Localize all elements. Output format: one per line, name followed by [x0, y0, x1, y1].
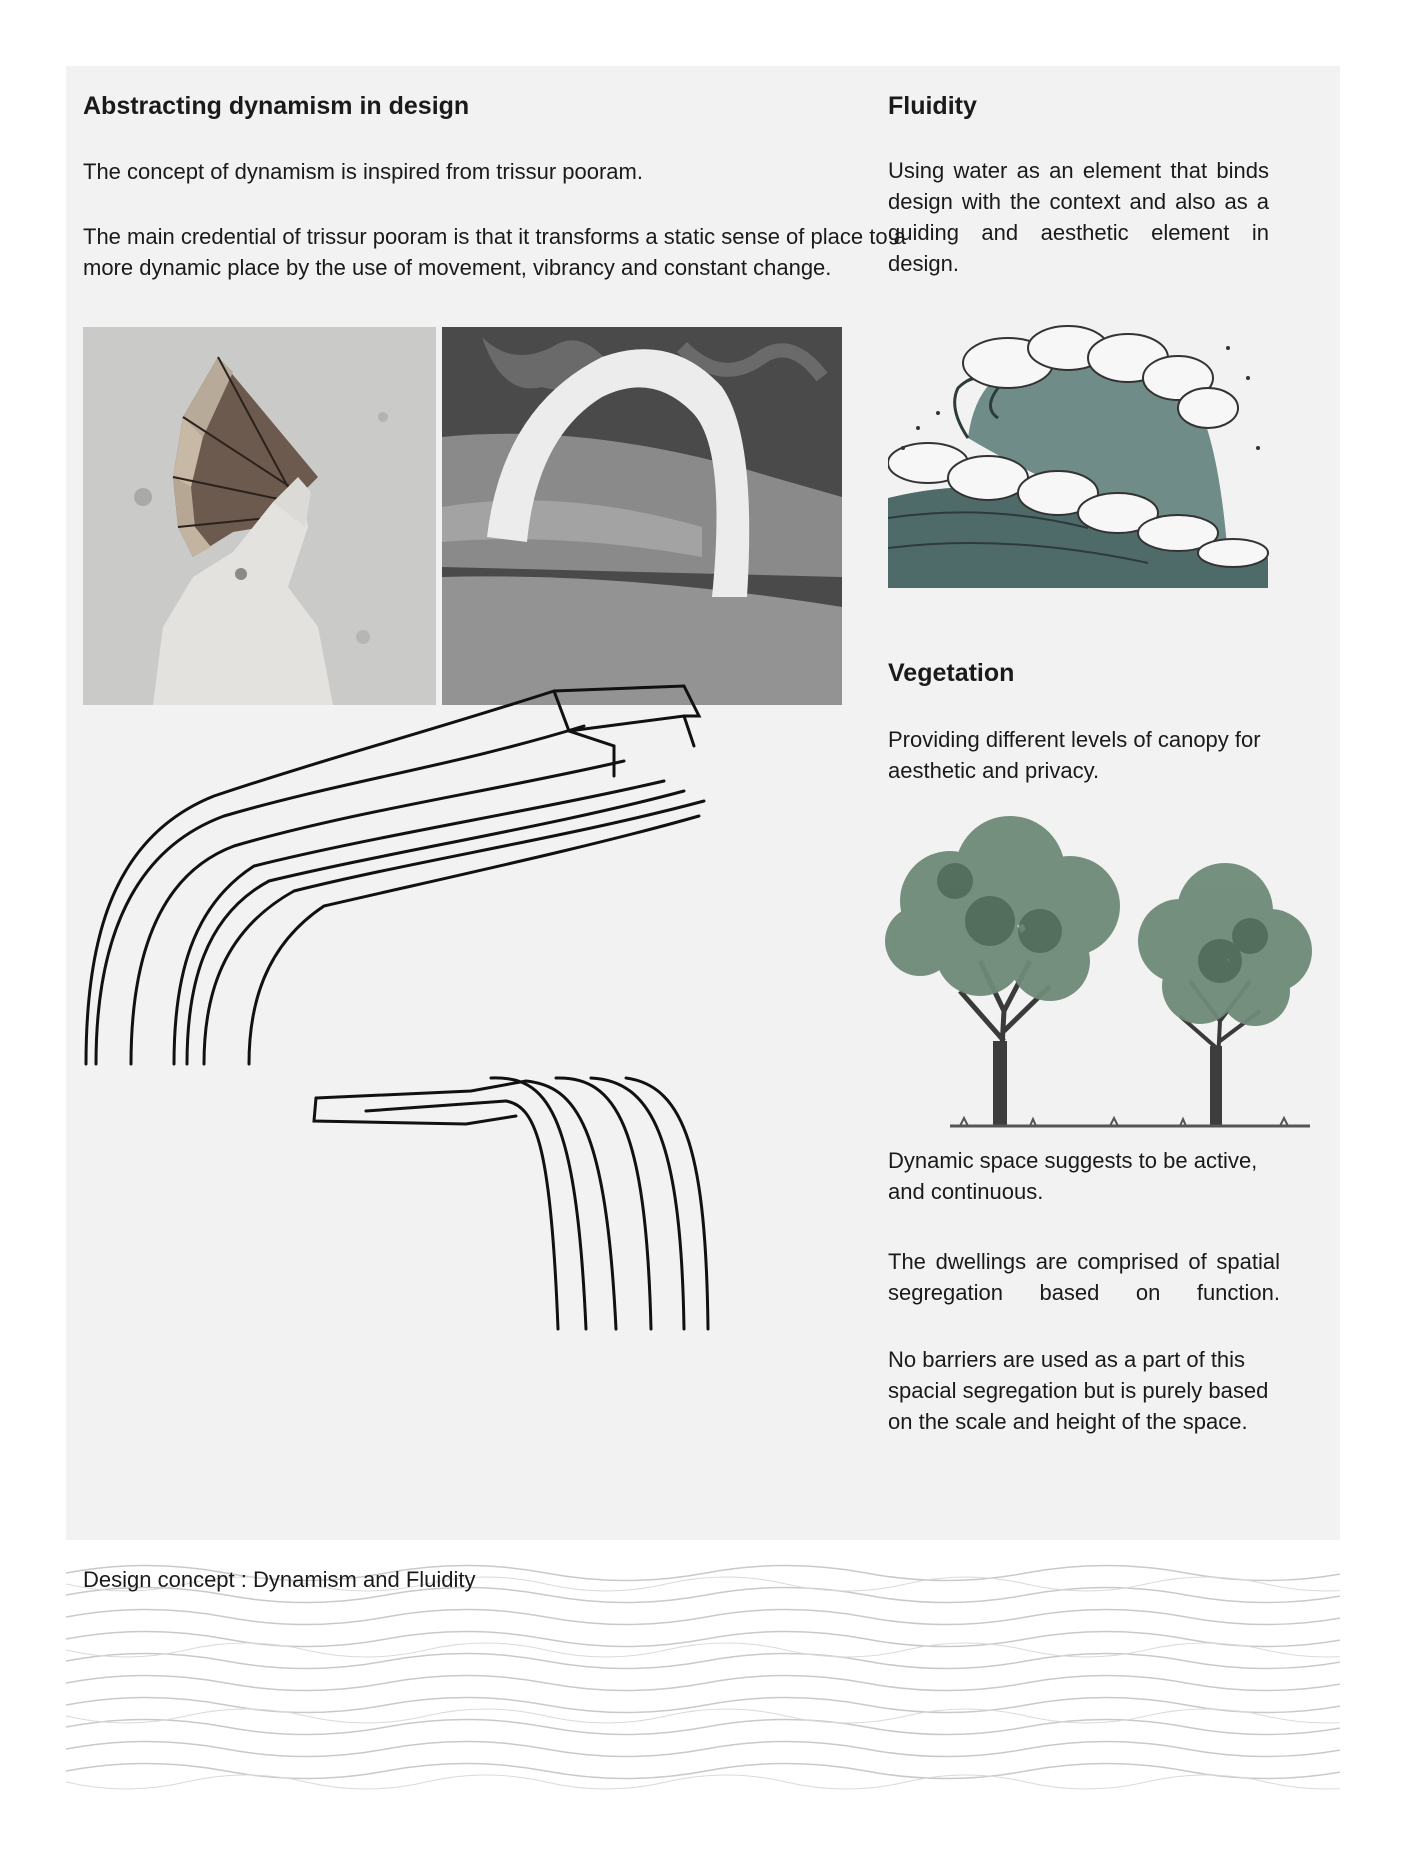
trees-illustration — [880, 811, 1320, 1131]
ribbon-sketch-lower — [306, 1066, 726, 1331]
dwellings-note: The dwellings are comprised of spatial segregation based on function. — [888, 1249, 1280, 1305]
content-panel — [66, 66, 1340, 1540]
footer-strip — [66, 1553, 1340, 1790]
fluidity-text: Using water as an element that binds design with the context and also as a guiding and aesthetic element in design. — [888, 158, 1269, 276]
ribbon-sketch-upper — [74, 676, 774, 1066]
intro-paragraph: The concept of dynamism is inspired from trissur pooram. — [83, 159, 643, 184]
paper-arch-photo — [442, 327, 842, 705]
fluidity-heading: Fluidity — [888, 92, 977, 120]
barriers-note: No barriers are used as a part of this spacial segregation but is purely based on the scale and height of the space. — [888, 1347, 1269, 1434]
footer-caption: Design concept : Dynamism and Fluidity — [83, 1567, 476, 1592]
credential-paragraph: The main credential of trissur pooram is that it transforms a static sense of place to a more dynamic place by the use of movement, vibrancy and constant change. — [83, 224, 906, 280]
vegetation-heading: Vegetation — [888, 659, 1015, 687]
wave-illustration — [888, 318, 1283, 588]
wooden-fan-model-photo — [83, 327, 436, 705]
left-heading: Abstracting dynamism in design — [83, 92, 470, 120]
dynamic-space-note: Dynamic space suggests to be active, and continuous. — [888, 1148, 1258, 1204]
vegetation-text: Providing different levels of canopy for aesthetic and privacy. — [888, 727, 1261, 783]
